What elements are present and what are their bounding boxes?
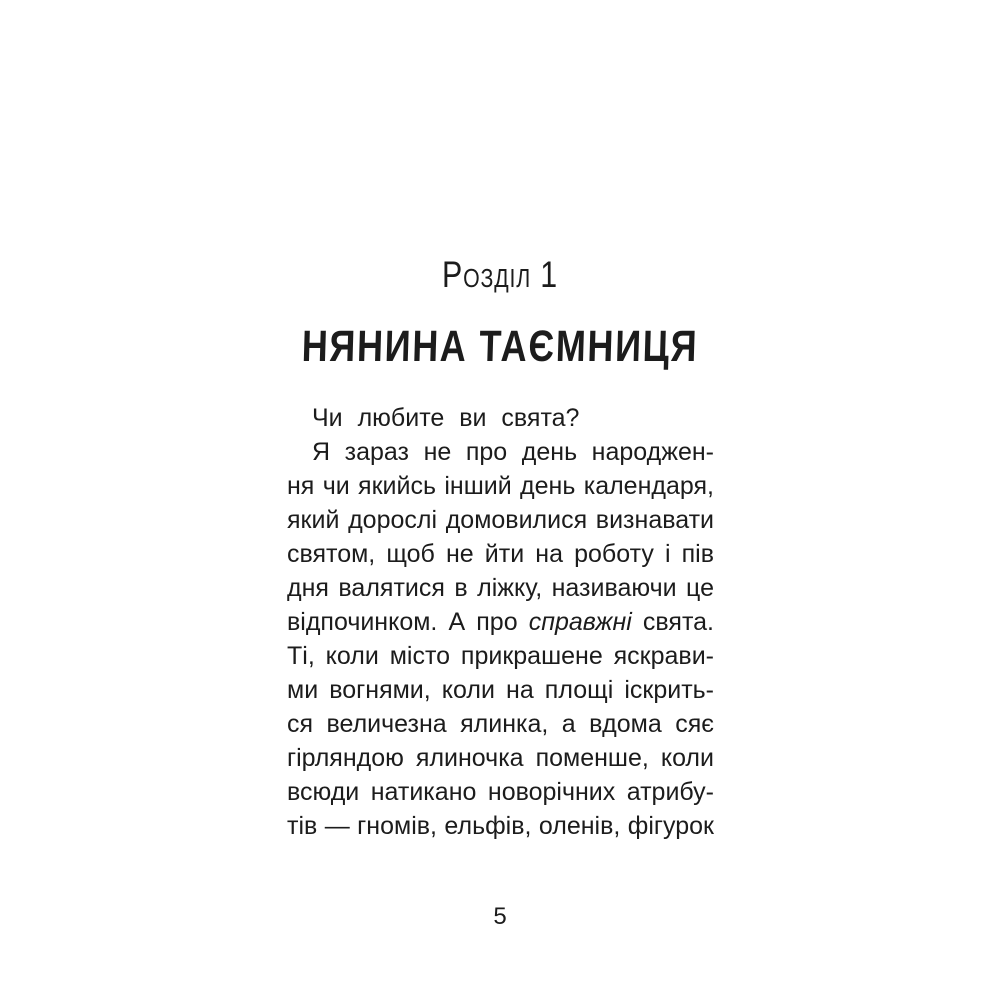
text-segment: ми вогнями, коли на площі іскрить- [287,676,714,704]
text-line [287,605,714,639]
page-number: 5 [493,903,507,930]
text-segment: Ті, коли місто прикрашене яскрави- [287,642,714,670]
text-segment: всюди натикано новорічних атрибу- [287,778,714,806]
text-line [287,707,714,741]
text-line [287,435,714,469]
text-segment: святом, щоб не йти на роботу і пів [287,540,714,568]
text-line [287,571,714,605]
text-line [287,469,714,503]
text-segment: тів — гномів, ельфів, оленів, фігурок [287,812,714,840]
text-segment: Я зараз не про день народжен- [312,438,714,466]
text-segment: дня валятися в ліжку, називаючи це [287,574,714,602]
text-line [287,503,714,537]
text-line [287,401,714,435]
emphasized-text: справжні [528,608,632,636]
chapter-label: Розділ 1 [442,254,558,295]
text-line [287,639,714,673]
text-line [287,537,714,571]
text-segment: свята. [631,608,714,636]
chapter-title: НЯНИНА ТАЄМНИЦЯ [301,322,699,371]
text-line [287,809,714,843]
text-line [287,741,714,775]
text-line [287,673,714,707]
text-segment: гірляндою ялиночка поменше, коли [287,744,714,772]
text-segment: відпочинком. А про [287,608,529,636]
text-segment: який дорослі домовилися визнавати [287,506,714,534]
text-segment: Чи любите ви свята? [312,404,580,432]
text-segment: ся величезна ялинка, а вдома сяє [287,710,714,738]
text-segment: ня чи якийсь інший день календаря, [287,472,714,500]
text-line [287,775,714,809]
body-text [287,401,714,843]
